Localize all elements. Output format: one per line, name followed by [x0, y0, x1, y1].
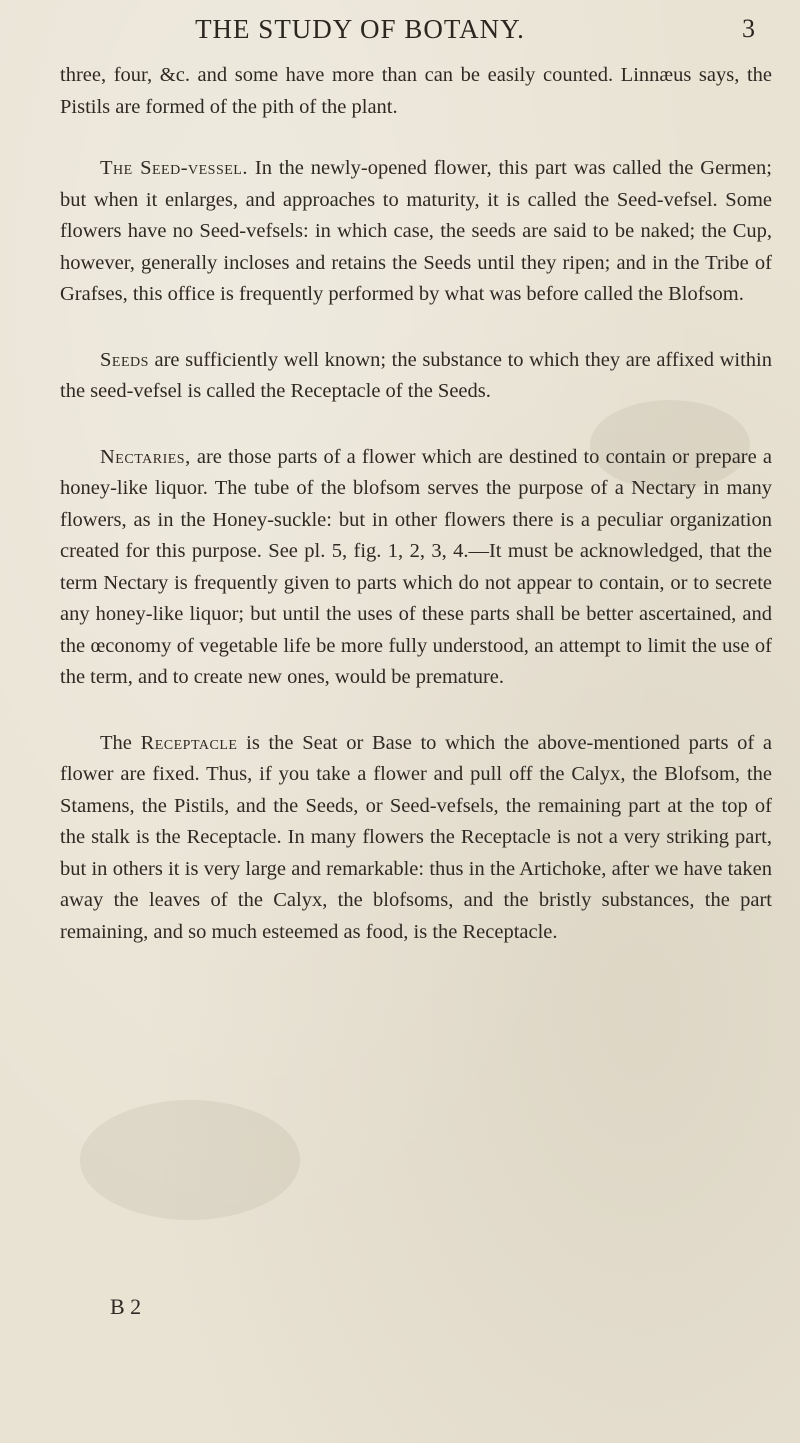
paragraph-text: are those parts of a flower which are destined to contain or prepare a honey-like liquor. The tube of the blofsom serves the purpose of a Nectary in many flowers, as in the Honey-suckle: but in other flowers there is a peculiar organization created for this purpose. See pl. 5, fig. 1, 2, 3, 4.—It must be acknowledged, that the term Nectary is frequently given to parts which do not appear to contain, or to secrete any honey-like liquor; but until the uses of these parts shall be better ascertained, and the œconomy of vegetable life be more fully understood, an attempt to limit the use of the term, and to create new ones, would be premature. — [60, 445, 772, 688]
body-text — [60, 60, 772, 982]
paragraph-text: are sufficiently well known; the substance to which they are affixed within the seed-vefsel is called the Receptacle of the Seeds. — [60, 348, 772, 402]
page-number: 3 — [742, 14, 755, 43]
paragraph-nectaries — [60, 442, 772, 694]
running-title: THE STUDY OF BOTANY. — [195, 14, 525, 44]
paragraph-text: is the Seat or Base to which the above-mentioned parts of a flower are fixed. Thus, if you take a flower and pull off the Calyx, the Blofsom, the Stamens, the Pistils, and the Seeds, or Seed-vefsels, the remaining part at the top of the stalk is the Receptacle. In many flowers the Receptacle is not a very striking part, but in others it is very large and remarkable: thus in the Artichoke, after we have taken away the leaves of the Calyx, the blofsoms, and the bristly substances, the part remaining, and so much esteemed as food, is the Receptacle. — [60, 731, 772, 943]
signature-mark: B 2 — [110, 1294, 142, 1319]
paragraph-receptacle — [60, 728, 772, 949]
paragraph-continuation — [60, 60, 772, 123]
paragraph-text: In the newly-opened flower, this part was called the Germen; but when it enlarges, and approaches to maturity, it is called the Seed-vefsel. Some flowers have no Seed-vefsels: in which case, the seeds are said to be naked; the Cup, however, generally incloses and retains the Seeds until they ripen; and in the Tribe of Grafses, this office is frequently performed by what was before called the Blofsom. — [60, 157, 773, 305]
paragraph-seed-vessel — [60, 153, 772, 311]
paragraph-seeds — [60, 345, 772, 408]
term-receptacle: Receptacle — [140, 731, 238, 754]
page-header — [0, 14, 800, 54]
term-seeds: Seeds — [100, 348, 149, 371]
paragraph-text: three, four, &c. and some have more than can be easily counted. Linnæus says, the Pistils are formed of the pith of the plant. — [60, 64, 772, 118]
paragraph-lead: The — [100, 731, 141, 754]
term-seed-vessel: The Seed-vessel. — [100, 157, 248, 179]
term-nectaries: Nectaries, — [100, 445, 191, 468]
paper-stain — [80, 1100, 300, 1220]
